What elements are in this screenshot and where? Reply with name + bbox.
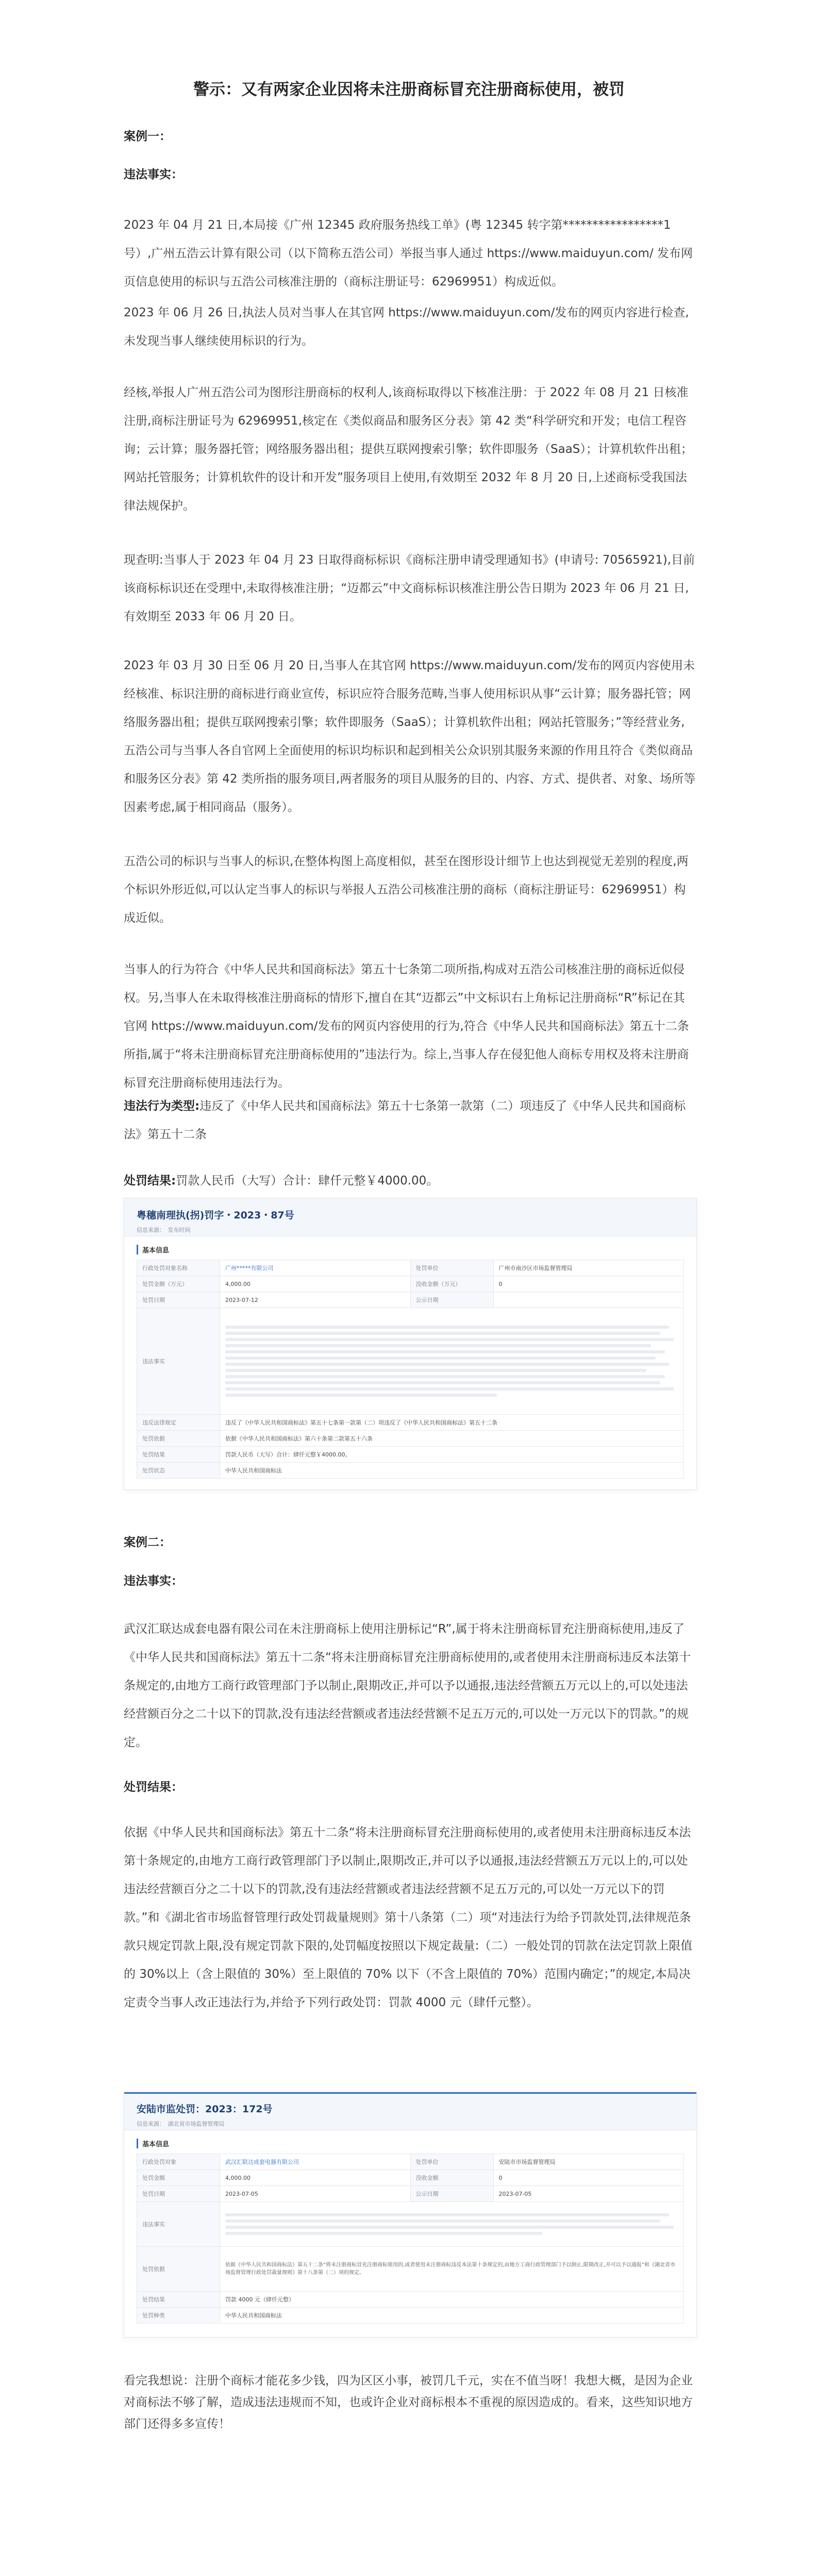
table-key: 处罚结果: [137, 1447, 220, 1463]
table-row: [137, 2170, 684, 2186]
table-value: [493, 1292, 684, 1308]
facts-text-block: [220, 2202, 684, 2247]
table-row: [137, 2202, 684, 2247]
document-1-header: [124, 1198, 696, 1236]
document-2-title: 安陆市监处罚：2023：172号: [137, 2104, 273, 2115]
table-value: 2023-07-12: [220, 1292, 411, 1308]
case-one-heading: 案例一：: [124, 130, 171, 143]
table-key: 没收金额: [410, 2170, 493, 2186]
case-two-heading: 案例二：: [124, 1536, 171, 1549]
document-2-info-table: [137, 2154, 684, 2324]
table-value: 广州市南沙区市场监督管理局: [493, 1260, 684, 1276]
case-one-paragraph-5: 2023 年 03 月 30 日至 06 月 20 日,当事人在其官网 https://www.maiduyun.com/发布的网页内容使用未经核准、标识注册的商标进行商业宣传，标识应符合服务范畴,当事人使用标识从事“云计算；服务器托管；网络服务器出租；提供互联网搜索引擎；软件即服务（SaaS）；计算机软件出租；网站托管服务；”等经营业务,五浩公司与当事人各自官网上全面使用的标识均标识和起到相关公众识别其服务来源的作用且符合《类似商品和服务区分表》第 42 类所指的服务项目,两者服务的项目从服务的目的、内容、方式、提供者、对象、场所等因素考虑,属于相同商品（服务）。: [124, 659, 696, 814]
violation-type-text: 违反了《中华人民共和国商标法》第五十七条第一款第（二）项违反了《中华人民共和国商标法》第五十二条: [124, 1099, 686, 1141]
table-row: [137, 2186, 684, 2202]
table-row: [137, 1431, 684, 1447]
case-one-paragraph-3: 经核,举报人广州五浩公司为图形注册商标的权利人,该商标取得以下核准注册：于 2022 年 08 月 21 日核准注册,商标注册证号为 62969951,核定在《类似商品和服务区分表》第 42 类“科学研究和开发；电信工程咨询；云计算；服务器托管；网络服务器出租；提供互联网搜索引擎；软件即服务（SaaS）；计算机软件出租；网站托管服务；计算机软件的设计和开发”服务项目上使用,有效期至 2032 年 8 月 20 日,上述商标受我国法律法规保护。: [124, 386, 693, 513]
table-value: 0: [493, 2170, 684, 2186]
table-key: 处罚单位: [410, 2154, 493, 2170]
penalty-result-text: 罚款人民币（大写）合计：肆仟元整￥4000.00。: [176, 1174, 439, 1188]
document-1-title: 粤穗南理执(拐)罚字・2023・87号: [137, 1210, 294, 1221]
penalty-document-2: [124, 2092, 697, 2337]
table-key: 处罚日期: [137, 1292, 220, 1308]
case-two-paragraph-2: 依据《中华人民共和国商标法》第五十二条“将未注册商标冒充注册商标使用的,或者使用未注册商标违反本法第十条规定的,由地方工商行政管理部门予以制止,限期改正,并可以予以通报,违法经营额五万元以上的,可以处违法经营额百分之二十以下的罚款,没有违法经营额或者违法经营额不足五万元的,可以处一万元以下的罚款。”和《湖北省市场监督管理行政处罚裁量规则》第十八条第（二）项“对违法行为给予罚款处罚,法律规范条款只规定罚款上限,没有规定罚款下限的,处罚幅度按照以下规定裁量:（二）一般处罚的罚款在法定罚款上限值的 30%以上（含上限值的 30%）至上限值的 70% 以下（不含上限值的 70%）范围内确定；”的规定,本局决定责令当事人改正违法行为,并给予下列行政处罚：罚款 4000 元（肆仟元整）。: [124, 1826, 693, 2009]
table-key: 处罚结果: [137, 2292, 220, 2308]
document-2-section-title: 基本信息: [137, 2139, 684, 2148]
table-row: [137, 2154, 684, 2170]
case-one-violation-type: [124, 1092, 696, 1149]
case-one-facts-heading: 违法事实：: [124, 168, 183, 181]
table-row: [137, 2292, 684, 2308]
document-2-accent-bar: [124, 2092, 696, 2094]
table-value: 广州*****有限公司: [220, 1260, 411, 1276]
table-row: [137, 1276, 684, 1292]
penalty-result-label: 处罚结果:: [124, 1174, 176, 1188]
table-key: 处罚状态: [137, 1463, 220, 1479]
case-one-paragraph-6: 五浩公司的标识与当事人的标识,在整体构图上高度相似，甚至在图形设计细节上也达到视觉无差别的程度,两个标识外形近似,可以认定当事人的标识与举报人五浩公司核准注册的商标（商标注册证号：62969951）构成近似。: [124, 855, 689, 925]
case-one-paragraph-2: 2023 年 06 月 26 日,执法人员对当事人在其官网 https://www.maiduyun.com/发布的网页内容进行检查,未发现当事人继续使用标识的行为。: [124, 306, 689, 348]
table-key: 没收金额（万元）: [410, 1276, 493, 1292]
table-value: 依据《中华人民共和国商标法》第六十条第二款第五十六条: [220, 1431, 684, 1447]
table-value: 安陆市市场监督管理局: [493, 2154, 684, 2170]
table-row: [137, 1463, 684, 1479]
basis-text-block: 依据《中华人民共和国商标法》第五十二条“将未注册商标冒充注册商标使用的,或者使用未注册商标违反本法第十条规定的,由地方工商行政管理部门予以制止,限期改正,并可以予以通报”和《湖北省市场监督管理行政处罚裁量规则》第十八条第（二）项的规定。: [220, 2247, 684, 2292]
table-value: 4,000.00: [220, 1276, 411, 1292]
table-key: 违法事实: [137, 2202, 220, 2247]
table-row: [137, 1447, 684, 1463]
table-value: 2023-07-05: [220, 2186, 411, 2202]
case-one-paragraph-7: 当事人的行为符合《中华人民共和国商标法》第五十七条第二项所指,构成对五浩公司核准注册的商标近似侵权。另,当事人在未取得核准注册商标的情形下,擅自在其“迈都云”中文标识右上角标记注册商标“R”标记在其官网 https://www.maiduyun.com/发布的网页内容使用的行为,符合《中华人民共和国商标法》第五十二条所指,属于“将未注册商标冒充注册商标使用的”违法行为。综上,当事人存在侵犯他人商标专用权及将未注册商标冒充注册商标使用违法行为。: [124, 963, 689, 1090]
table-key: 处罚依据: [137, 1431, 220, 1447]
document-1-subtitle: 信息来源： 发布时间: [137, 1227, 191, 1233]
table-row: [137, 1308, 684, 1415]
table-value: 2023-07-05: [493, 2186, 684, 2202]
table-key: 公示日期: [410, 1292, 493, 1308]
facts-text-block: [220, 1308, 684, 1415]
document-1-section-title: 基本信息: [137, 1245, 684, 1255]
case-one-penalty: [124, 1167, 696, 1195]
table-key: 违法事实: [137, 1308, 220, 1415]
table-row: [137, 2247, 684, 2292]
table-row: [137, 1260, 684, 1276]
table-key: 公示日期: [410, 2186, 493, 2202]
table-key: 违反法律规定: [137, 1415, 220, 1431]
table-row: [137, 1292, 684, 1308]
table-key: 处罚种类: [137, 2308, 220, 2324]
table-key: 行政处罚对象: [137, 2154, 220, 2170]
table-key: 处罚金额: [137, 2170, 220, 2186]
document-1-info-table: [137, 1260, 684, 1479]
case-one-paragraph-1: 2023 年 04 月 21 日,本局接《广州 12345 政府服务热线工单》(粤 12345 转字第*****************1 号）,广州五浩云计算有限公司（以下简称五浩公司）举报当事人通过 https://www.maiduyun.com/ 发布网页信息使用的标识与五浩公司核准注册的（商标注册证号：62969951）构成近似。: [124, 218, 693, 289]
table-key: 处罚单位: [410, 1260, 493, 1276]
table-value: 罚款人民币（大写）合计：肆仟元整￥4000.00。: [220, 1447, 684, 1463]
case-one-paragraph-4: 现查明:当事人于 2023 年 04 月 23 日取得商标标识《商标注册申请受理通知书》(申请号: 70565921),目前该商标标识还在受理中,未取得核准注册；“迈都云”中文商标标识核准注册公告日期为 2023 年 06 月 21 日,有效期至 2033 年 06 月 20 日。: [124, 553, 695, 623]
case-two-facts-heading: 违法事实：: [124, 1574, 183, 1588]
table-key: 行政处罚对象名称: [137, 1260, 220, 1276]
case-two-result-heading: 处罚结果：: [124, 1781, 183, 1794]
table-value: 中华人民共和国商标法: [220, 1463, 684, 1479]
page-title: 警示：又有两家企业因将未注册商标冒充注册商标使用，被罚: [193, 80, 625, 99]
document-2-subtitle: 信息来源： 湖北省市场监督管理局: [137, 2121, 225, 2127]
table-row: [137, 2308, 684, 2324]
document-2-header: [124, 2092, 696, 2130]
table-value: 4,000.00: [220, 2170, 411, 2186]
table-value: 违反了《中华人民共和国商标法》第五十七条第一款第（二）项违反了《中华人民共和国商标法》第五十二条: [220, 1415, 684, 1431]
table-value: 0: [493, 1276, 684, 1292]
table-value: 罚款 4000 元（肆仟元整）: [220, 2292, 684, 2308]
table-value: 中华人民共和国商标法: [220, 2308, 684, 2324]
penalty-document-1: [124, 1198, 697, 1490]
table-key: 处罚依据: [137, 2247, 220, 2292]
closing-remark: 看完我想说：注册个商标才能花多少钱，四为区区小事，被罚几千元，实在不值当呀！我想大概，是因为企业对商标法不够了解，造成违法违规而不知，也或许企业对商标根本不重视的原因造成的。看来，这些知识地方部门还得多多宣传！: [124, 2374, 693, 2431]
table-key: 处罚金额（万元）: [137, 1276, 220, 1292]
case-two-paragraph-1: 武汉汇联达成套电器有限公司在未注册商标上使用注册标记“R”,属于将未注册商标冒充注册商标使用,违反了《中华人民共和国商标法》第五十二条“将未注册商标冒充注册商标使用的,或者使用未注册商标违反本法第十条规定的,由地方工商行政管理部门予以制止,限期改正,并可以予以通报,违法经营额五万元以上的,可以处违法经营额百分之二十以下的罚款,没有违法经营额或者违法经营额不足五万元的,可以处一万元以下的罚款。”的规定。: [124, 1622, 691, 1749]
table-row: [137, 1415, 684, 1431]
table-key: 处罚日期: [137, 2186, 220, 2202]
violation-type-label: 违法行为类型:: [124, 1099, 200, 1113]
table-value: 武汉汇联达成套电器有限公司: [220, 2154, 411, 2170]
